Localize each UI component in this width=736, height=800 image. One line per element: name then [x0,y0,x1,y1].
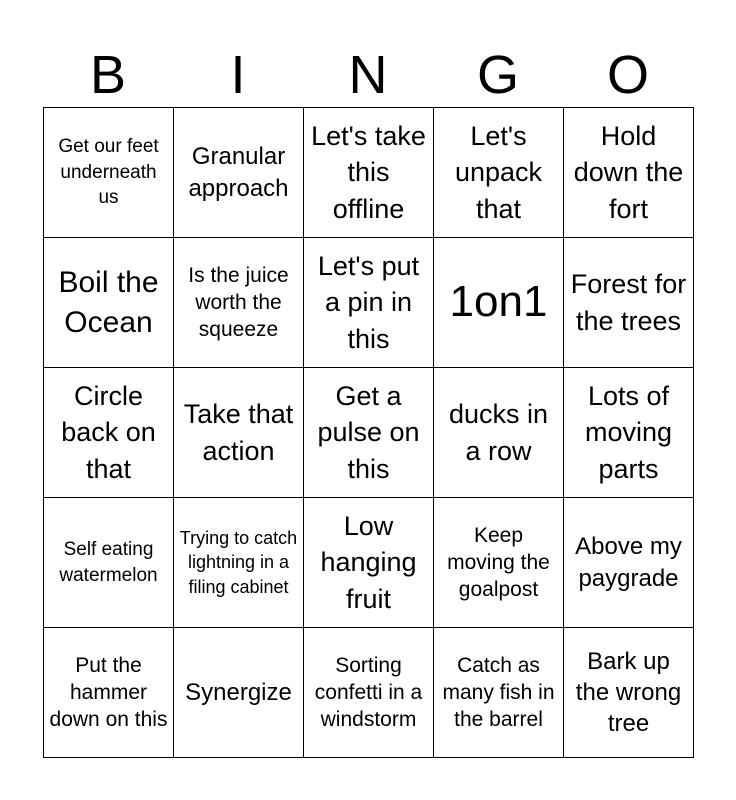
bingo-cell[interactable] [434,628,564,758]
bingo-cell[interactable] [174,628,304,758]
bingo-cell[interactable] [44,368,174,498]
cell-text: Let's take this offline [311,120,426,224]
bingo-cell[interactable] [304,238,434,368]
bingo-cell[interactable] [174,498,304,628]
cell-text: Bark up the wrong tree [575,647,682,738]
cell-text: Hold down the fort [573,120,684,224]
cell-text: Circle back on that [61,380,156,484]
bingo-cell[interactable] [44,498,174,628]
cell-text: Let's unpack that [454,120,543,224]
bingo-cell[interactable] [564,368,694,498]
cell-text: Is the juice worth the squeeze [188,263,289,342]
header-letter-b: B [89,45,127,105]
cell-text: Forest for the trees [570,269,687,336]
bingo-cell[interactable] [434,498,564,628]
cell-text: 1on1 [449,277,548,327]
header-letter-o: O [606,45,649,105]
cell-text: Trying to catch lightning in a filing cabinet [179,528,298,597]
bingo-cell[interactable] [44,628,174,758]
bingo-cell[interactable] [44,238,174,368]
cell-text: Take that action [183,399,294,466]
bingo-grid [43,107,694,758]
bingo-cell[interactable] [304,498,434,628]
bingo-cell[interactable] [304,368,434,498]
cell-text: ducks in a row [448,399,549,466]
bingo-cell[interactable] [434,238,564,368]
bingo-cell[interactable] [434,368,564,498]
cell-text: Get a pulse on this [317,380,420,484]
cell-text: Synergize [185,678,292,706]
cell-text: Granular approach [188,143,289,202]
bingo-cell[interactable] [564,108,694,238]
cell-text: Boil the Ocean [58,265,159,339]
cell-text: Above my paygrade [575,533,682,592]
cell-text: Keep moving the goalpost [447,523,550,602]
bingo-cell[interactable] [564,498,694,628]
cell-text: Sorting confetti in a windstorm [314,653,423,732]
cell-text: Catch as many fish in the barrel [442,653,555,732]
bingo-cell[interactable] [434,108,564,238]
cell-text: Lots of moving parts [584,380,673,484]
cell-text: Put the hammer down on this [49,653,168,732]
bingo-cell[interactable] [174,368,304,498]
bingo-cell[interactable] [304,108,434,238]
bingo-cell[interactable] [564,628,694,758]
bingo-cell[interactable] [44,108,174,238]
bingo-cell[interactable] [174,238,304,368]
cell-text: Low hanging fruit [320,510,417,614]
cell-text: Get our feet underneath us [58,136,159,209]
bingo-cell[interactable] [304,628,434,758]
cell-text: Self eating watermelon [59,539,158,586]
bingo-cell[interactable] [564,238,694,368]
bingo-cell[interactable] [174,108,304,238]
bingo-header [43,42,693,108]
cell-text: Let's put a pin in this [317,250,420,354]
header-letter-n: N [348,45,388,105]
header-letter-g: G [476,45,519,105]
header-letter-i: I [230,45,246,105]
